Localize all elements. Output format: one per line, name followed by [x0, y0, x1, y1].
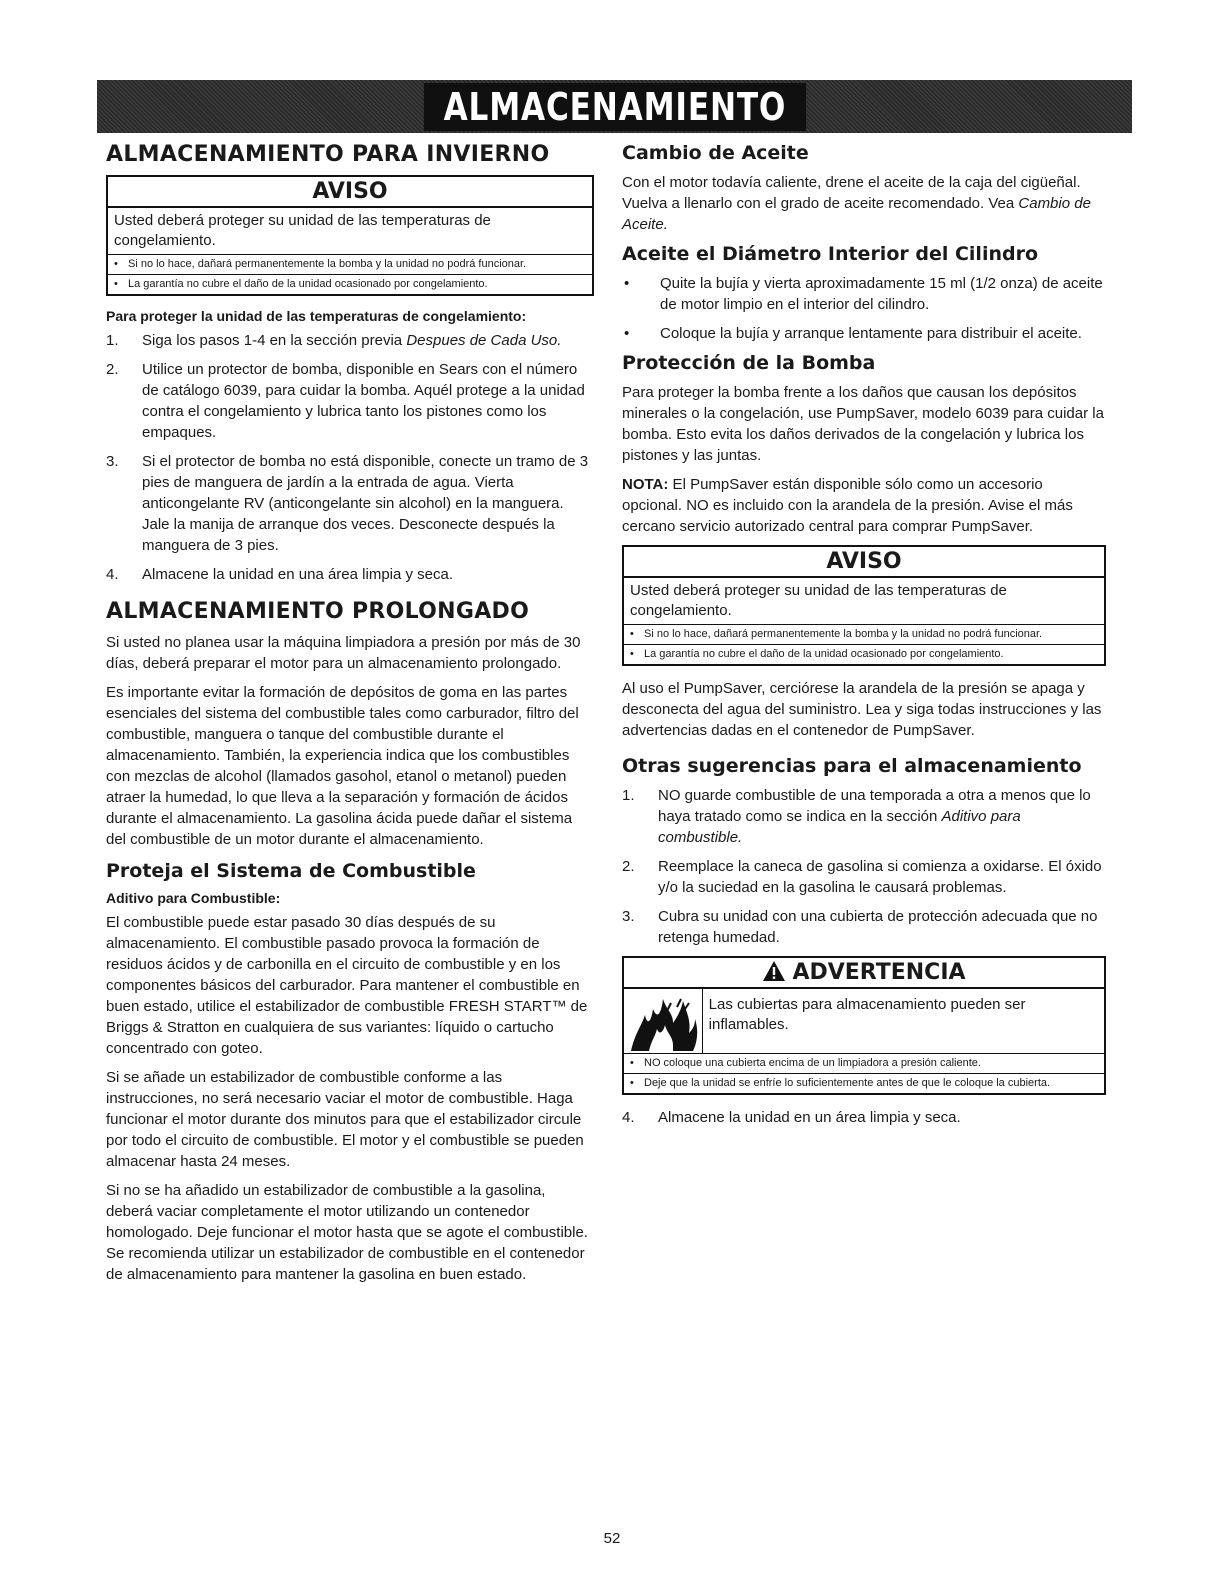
notice-item: • Si no lo hace, dañará permanentemente la bomba y la unidad no podrá funcionar.	[624, 625, 1104, 645]
final-step	[622, 1107, 1106, 1128]
warning-list	[624, 1054, 1104, 1093]
heading-cylinder: Aceite el Diámetro Interior del Cilindro	[622, 243, 1039, 265]
notice-title: AVISO	[108, 177, 592, 208]
paragraph: Al uso el PumpSaver, cerciórese la arandela de la presión se apaga y desconecta del agua del suministro. Lea y siga todas instrucciones y las advertencias dadas en el contenedor de PumpSaver.	[622, 680, 1102, 739]
paragraph: Si se añade un estabilizador de combustible conforme a las instrucciones, no será necesario vaciar el motor de combustible. Haga funcionar el motor durante dos minutos para que el estabilizador circule por todo el circuito de combustible. El motor y el combustible se pueden almacenar hasta 24 meses.	[106, 1069, 584, 1170]
list-item: 4. Almacene la unidad en una área limpia y seca.	[106, 566, 454, 583]
paragraph: El combustible puede estar pasado 30 días después de su almacenamiento. El combustible pasado provoca la formación de residuos ácidos y de carbonilla en el circuito de combustible y en los componentes básicos del carburador. Para mantener el combustible en buen estado, utilice el estabilizador de combustible FRESH START™ de Briggs & Stratton en cualquiera de sus variantes: líquido o cartucho concentrado con goteo.	[106, 914, 588, 1057]
notice-box	[622, 545, 1106, 666]
notice-item: • La garantía no cubre el daño de la unidad ocasionado por congelamiento.	[630, 648, 1004, 660]
list-item: • Quite la bujía y vierta aproximadamente 15 ml (1/2 onza) de aceite de motor limpio en el interior del cilindro.	[624, 275, 1103, 313]
notice-box	[106, 175, 594, 296]
notice-main-text: Usted deberá proteger su unidad de las temperaturas de congelamiento.	[108, 208, 592, 255]
cylinder-list	[622, 273, 1106, 344]
note-paragraph: NOTA: El PumpSaver están disponible sólo como un accesorio opcional. NO es incluido con la arandela de la presión. Avise el más cercano servicio autorizado central para comprar PumpSaver.	[622, 476, 1073, 535]
notice-list	[624, 625, 1104, 664]
heading-long-storage: ALMACENAMIENTO PROLONGADO	[106, 599, 530, 624]
list-item: 1. NO guarde combustible de una temporada a otra a menos que lo haya tratado como se indica en la sección Aditivo para combustible.	[622, 787, 1091, 846]
list-item: 3. Cubra su unidad con una cubierta de protección adecuada que no retenga humedad.	[622, 908, 1098, 946]
heading-other-tips: Otras sugerencias para el almacenamiento	[622, 755, 1082, 777]
paragraph: Si no se ha añadido un estabilizador de combustible a la gasolina, deberá vaciar completamente el motor utilizando un contenedor homologado. Deje funcionar el motor hasta que se agote el combustible. Se recomienda utilizar un estabilizador de combustible en el contenedor de almacenamiento para mantener la gasolina en buen estado.	[106, 1182, 588, 1283]
heading-winter-storage: ALMACENAMIENTO PARA INVIERNO	[106, 142, 550, 167]
other-steps	[622, 785, 1106, 948]
right-column	[622, 138, 1106, 1136]
heading-fuel-additive: Aditivo para Combustible:	[106, 890, 281, 906]
banner-title: ALMACENAMIENTO	[424, 83, 806, 131]
warning-item: • NO coloque una cubierta encima de un limpiadora a presión caliente.	[624, 1054, 1104, 1074]
paragraph: Con el motor todavía caliente, drene el aceite de la caja del cigüeñal. Vuelva a llenarlo con el grado de aceite recomendado. Vea Cambio de Aceite.	[622, 174, 1091, 233]
warning-box	[622, 956, 1106, 1095]
paragraph: Es importante evitar la formación de depósitos de goma en las partes esenciales del sistema del combustible tales como carburador, filtro del combustible, manguera o tanque del combustible durante el almacenamiento. También, la experiencia indica que los combustibles con mezclas de alcohol (llamados gasohol, etanol o metanol) pueden atraer la humedad, lo que lleva a la separación y formación de ácidos durante el almacenamiento. La gasolina ácida puede dañar el sistema del combustible de un motor durante el almacenamiento.	[106, 684, 579, 848]
section-banner	[97, 80, 1132, 133]
heading-pump-protection: Protección de la Bomba	[622, 352, 876, 374]
list-item: 1. Siga los pasos 1-4 en la sección previa Despues de Cada Uso.	[106, 332, 562, 349]
left-column	[106, 138, 594, 1293]
protect-heading: Para proteger la unidad de las temperaturas de congelamiento:	[106, 308, 527, 324]
warning-item: • Deje que la unidad se enfríe lo suficientemente antes de que le coloque la cubierta.	[630, 1077, 1051, 1089]
alert-triangle-icon	[762, 960, 786, 982]
list-item: 4. Almacene la unidad en un área limpia y seca.	[622, 1109, 961, 1126]
fire-hazard-icon	[624, 989, 703, 1053]
heading-oil-change: Cambio de Aceite	[622, 142, 809, 164]
list-item: 3. Si el protector de bomba no está disponible, conecte un tramo de 3 pies de manguera de jardín a la entrada de agua. Vierta anticongelante RV (anticongelante sin alcohol) en la manguera. Jale la manija de arranque dos veces. Desconecte después la manguera de 3 pies.	[106, 453, 589, 554]
page-number: 52	[603, 1530, 621, 1547]
notice-item: • La garantía no cubre el daño de la unidad ocasionado por congelamiento.	[114, 278, 488, 290]
paragraph: Si usted no planea usar la máquina limpiadora a presión por más de 30 días, deberá preparar el motor para un almacenamiento prolongado.	[106, 634, 581, 672]
notice-main-text: Usted deberá proteger su unidad de las temperaturas de congelamiento.	[624, 578, 1104, 625]
notice-title: AVISO	[624, 547, 1104, 578]
notice-list	[108, 255, 592, 294]
paragraph: Para proteger la bomba frente a los daños que causan los depósitos minerales o la congelación, use PumpSaver, modelo 6039 para cuidar la bomba. Esto evita los daños derivados de la congelación y lubrica los pistones y las juntas.	[622, 384, 1104, 464]
list-item: • Coloque la bujía y arranque lentamente para distribuir el aceite.	[624, 325, 1082, 342]
warning-main-text: Las cubiertas para almacenamiento pueden ser inflamables.	[708, 996, 1026, 1033]
list-item: 2. Utilice un protector de bomba, disponible en Sears con el número de catálogo 6039, para cuidar la bomba. Aquél protege a la unidad contra el congelamiento y lubrica tanto los pistones como los empaques.	[106, 361, 585, 441]
list-item: 2. Reemplace la caneca de gasolina si comienza a oxidarse. El óxido y/o la suciedad en la gasolina le causará problemas.	[622, 858, 1102, 896]
protect-steps	[106, 330, 594, 585]
notice-item: • Si no lo hace, dañará permanentemente la bomba y la unidad no podrá funcionar.	[108, 255, 592, 275]
warning-title: ADVERTENCIA	[624, 958, 1104, 989]
heading-fuel-system: Proteja el Sistema de Combustible	[106, 860, 476, 882]
